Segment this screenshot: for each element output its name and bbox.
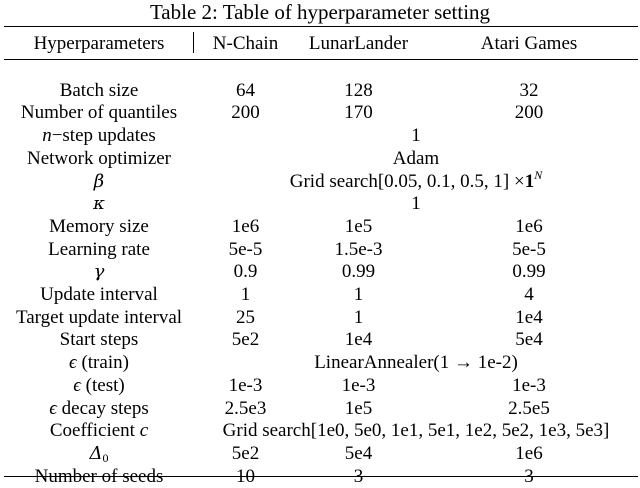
name-symbol: κ (93, 193, 105, 215)
hyperparameter-name (4, 329, 194, 352)
name-variable: ϵ (49, 397, 57, 419)
span-text: 1 (411, 125, 421, 147)
value-cell: 5e2 (231, 329, 260, 351)
value-cell: 1.5e-3 (334, 238, 383, 260)
spanning-value-cell (194, 420, 638, 443)
value-cell: 64 (236, 79, 255, 101)
value-cell: 5e-5 (512, 238, 546, 260)
hyperparameter-name (4, 420, 194, 443)
table-row (4, 420, 638, 443)
name-suffix: (train) (76, 352, 129, 374)
value-cell: 1e6 (515, 442, 543, 464)
span-text: 1 (411, 193, 421, 215)
name-variable: n (42, 125, 52, 147)
value-cell: 2.5e5 (508, 397, 550, 419)
value-cell: 1e4 (344, 329, 373, 351)
hyperparameter-name (4, 216, 194, 239)
value-cell: 3 (353, 465, 364, 487)
hyperparameter-name (4, 398, 194, 421)
table-row (4, 102, 638, 125)
spanning-value-cell (194, 148, 638, 171)
spacer-cell (4, 57, 638, 80)
name-text: Target update interval (15, 306, 183, 328)
table-row (4, 193, 638, 216)
table-row (4, 284, 638, 307)
spanning-value-cell (194, 167, 638, 194)
hyperparameter-name (4, 352, 194, 375)
span-text: Grid search[0.05, 0.1, 0.5, 1] × (289, 170, 525, 192)
value-cell: 1 (353, 306, 364, 328)
name-variable: ϵ (69, 352, 77, 374)
table-row (4, 261, 638, 284)
spanning-value-cell (194, 125, 638, 148)
hyperparameter-name (4, 307, 194, 330)
table-row (4, 466, 638, 488)
span-text: Adam (392, 147, 440, 169)
hyperparameter-name (4, 284, 194, 307)
table-caption: Table 2: Table of hyperparameter setting (149, 0, 491, 24)
span-text: Grid search[1e0, 5e0, 1e1, 5e1, 1e2, 5e2, 1e3, 5e3] (222, 420, 610, 442)
table-row (4, 171, 638, 194)
hyperparameter-table (4, 30, 638, 488)
name-symbol: Δ (89, 442, 103, 464)
spacer-row (4, 57, 638, 80)
name-suffix: decay steps (56, 397, 149, 419)
value-cell: 1e6 (515, 215, 543, 237)
value-cell: 1 (353, 284, 364, 306)
value-cell: 1e5 (344, 397, 373, 419)
name-symbol: γ (93, 261, 105, 283)
hyperparameter-name (4, 443, 194, 466)
name-text: Number of quantiles (20, 102, 178, 124)
top-rule (4, 26, 638, 27)
table-row (4, 352, 638, 375)
table-row (4, 125, 638, 148)
value-cell: 1e-3 (228, 374, 263, 396)
table-row (4, 443, 638, 466)
spanning-value-cell (194, 193, 638, 216)
value-cell: 200 (514, 102, 544, 124)
superscript: N (534, 167, 543, 182)
column-header: N-Chain (212, 32, 279, 54)
table-row (4, 307, 638, 330)
hyperparameter-name (4, 261, 194, 284)
value-cell: 10 (236, 465, 255, 487)
value-cell: 200 (231, 102, 260, 124)
hyperparameter-name (4, 375, 194, 398)
value-cell: 32 (519, 79, 539, 101)
value-cell: 5e4 (344, 442, 373, 464)
table-row (4, 148, 638, 171)
table-row (4, 80, 638, 103)
name-text: Memory size (49, 215, 149, 237)
hyperparameter-name (4, 171, 194, 194)
span-text: LinearAnnealer(1 → 1e-2) (314, 352, 518, 374)
spanning-value-cell (194, 352, 638, 375)
value-cell: 1e-3 (512, 374, 546, 396)
header-row (4, 30, 638, 57)
name-suffix: −step updates (51, 125, 156, 147)
value-cell: 1e6 (231, 215, 260, 237)
hyperparameter-name (4, 102, 194, 125)
table-row (4, 216, 638, 239)
value-cell: 1e-3 (341, 374, 376, 396)
value-cell: 1 (240, 284, 251, 306)
table-row (4, 329, 638, 352)
value-cell: 5e2 (231, 442, 260, 464)
value-cell: 0.99 (512, 261, 546, 283)
ones-vector: 1 (524, 170, 535, 192)
name-text: Batch size (59, 79, 139, 101)
name-text: Start steps (59, 329, 139, 351)
column-header: LunarLander (308, 32, 409, 54)
hyperparameter-name (4, 125, 194, 148)
name-text: Learning rate (48, 238, 150, 260)
value-cell: 25 (236, 306, 255, 328)
value-cell: 170 (344, 102, 373, 124)
value-cell: 1e4 (515, 306, 543, 328)
hyperparameter-name (4, 193, 194, 216)
hyperparameter-name (4, 466, 194, 488)
value-cell: 0.99 (341, 261, 376, 283)
column-header: Hyperparameters (33, 32, 165, 54)
value-cell: 5e-5 (228, 238, 263, 260)
value-cell: 3 (524, 465, 534, 487)
hyperparameter-name (4, 239, 194, 262)
table-row (4, 398, 638, 421)
value-cell: 5e4 (515, 329, 543, 351)
name-symbol: β (93, 170, 105, 192)
table-row (4, 375, 638, 398)
name-text: Update interval (40, 284, 158, 306)
name-subscript: 0 (102, 450, 109, 465)
name-text: Network optimizer (26, 147, 172, 169)
name-suffix: (test) (80, 374, 125, 396)
name-variable: c (139, 420, 149, 442)
value-cell: 128 (344, 79, 373, 101)
name-variable: ϵ (73, 374, 81, 396)
column-header: Atari Games (480, 32, 578, 54)
value-cell: 0.9 (233, 261, 258, 283)
name-text: Coefficient (49, 420, 140, 442)
hyperparameter-name (4, 80, 194, 103)
hyperparameter-name (4, 148, 194, 171)
value-cell: 2.5e3 (224, 397, 267, 419)
value-cell: 1e5 (344, 215, 373, 237)
table-row (4, 239, 638, 262)
value-cell: 4 (524, 284, 534, 306)
name-text: Number of seeds (34, 465, 164, 487)
